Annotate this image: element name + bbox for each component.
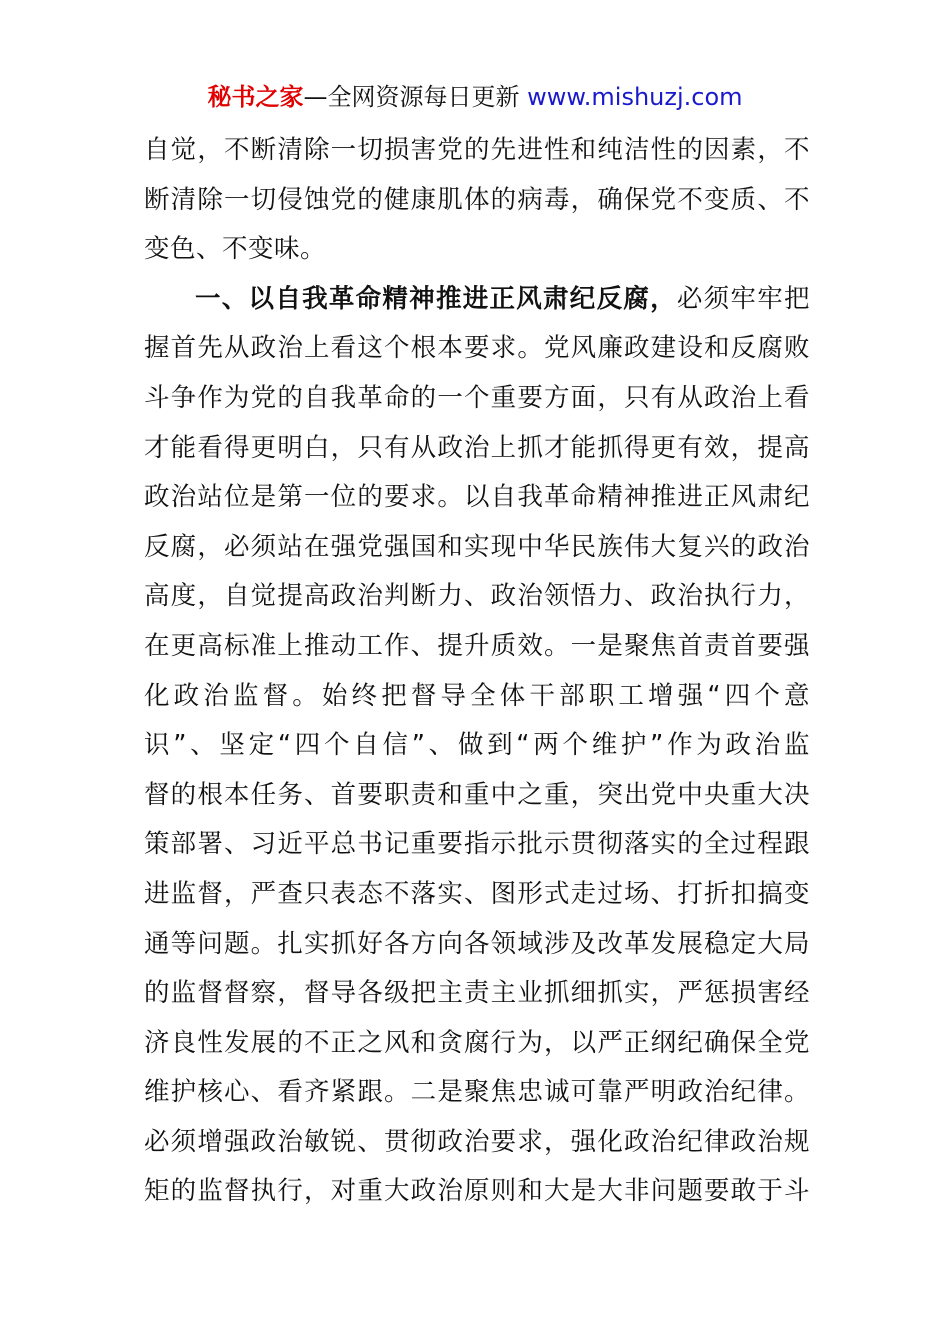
text-line: 在更高标准上推动工作、提升质效。一是聚焦首责首要强 [144,630,810,661]
text-line: 济良性发展的不正之风和贪腐行为，以严正纲纪确保全党 [144,1027,810,1058]
text-line: 变色、不变味。 [144,234,327,265]
paragraph-2 [144,275,810,1217]
text-line: 进监督，严查只表态不落实、图形式走过场、打折扣搞变 [144,878,810,909]
text-line: 政治站位是第一位的要求。以自我革命精神推进正风肃纪 [144,482,810,513]
text-line: 策部署、习近平总书记重要指示批示贯彻落实的全过程跟 [144,829,810,860]
text-line: 维护核心、看齐紧跟。二是聚焦忠诚可靠严明政治纪律。 [144,1077,810,1108]
text-line: 必须增强政治敏锐、贯彻政治要求，强化政治纪律政治规 [144,1126,810,1157]
section-heading: 一、以自我革命精神推进正风肃纪反腐， [195,283,677,314]
text-line: 高度，自觉提高政治判断力、政治领悟力、政治执行力， [144,581,810,612]
site-url[interactable]: www.mishuzj.com [527,83,743,111]
paragraph-1 [144,126,810,275]
text-line: 化政治监督。始终把督导全体干部职工增强“四个意 [144,680,810,711]
text-line: 通等问题。扎实抓好各方向各领域涉及改革发展稳定大局 [144,928,810,959]
text-line: 断清除一切侵蚀党的健康肌体的病毒，确保党不变质、不 [144,184,810,215]
paragraph-first-line [144,275,810,325]
text-line: 督的根本任务、首要职责和重中之重，突出党中央重大决 [144,779,810,810]
text-line: 握首先从政治上看这个根本要求。党风廉政建设和反腐败 [144,333,810,364]
text-line: 矩的监督执行，对重大政治原则和大是大非问题要敢于斗 [144,1176,810,1207]
text-line: 自觉，不断清除一切损害党的先进性和纯洁性的因素，不 [144,135,810,165]
text-line: 的监督督察，督导各级把主责主业抓细抓实，严惩损害经 [144,978,810,1009]
text-line: 才能看得更明白，只有从政治上抓才能抓得更有效，提高 [144,432,810,463]
text-line: 识”、坚定“四个自信”、做到“两个维护”作为政治监 [144,730,810,761]
heading-continuation: 必须牢牢把 [676,283,810,314]
site-header [0,80,950,114]
text-line: 反腐，必须站在强党强国和实现中华民族伟大复兴的政治 [144,531,810,562]
text-line: 斗争作为党的自我革命的一个重要方面，只有从政治上看 [144,382,810,413]
document-body [144,126,810,1217]
header-tagline: —全网资源每日更新 [303,83,528,111]
brand-name: 秘书之家 [207,83,304,111]
